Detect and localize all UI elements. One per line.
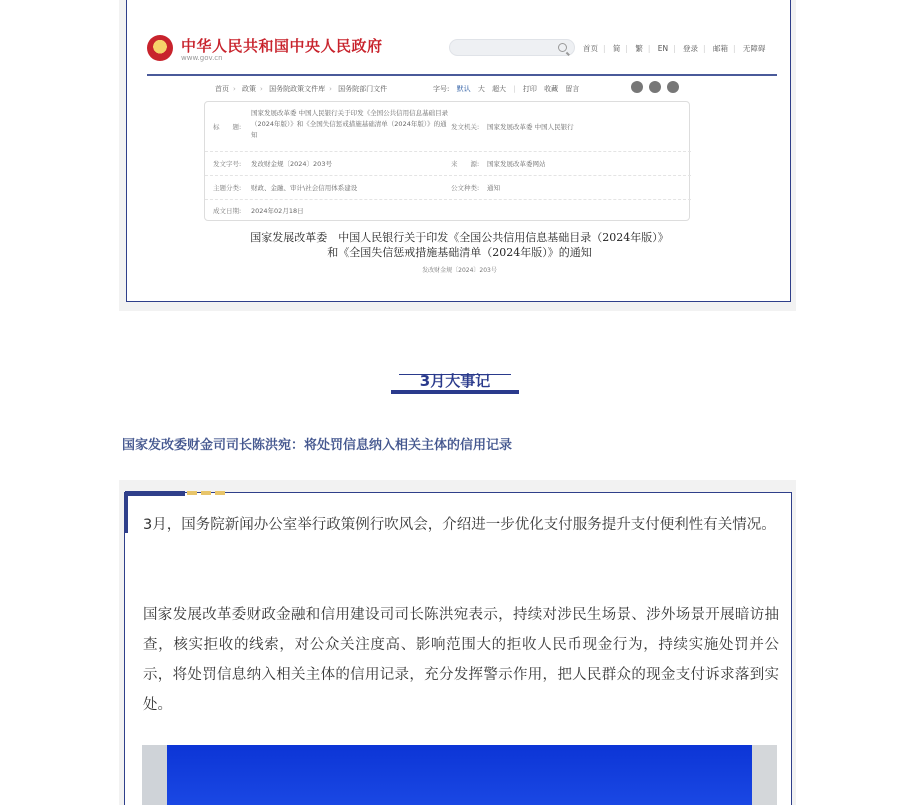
document-number: 发改财金规〔2024〕203号: [422, 267, 497, 274]
breadcrumb-policy-library[interactable]: 国务院政策文件库: [269, 85, 326, 93]
breadcrumb-policy[interactable]: 政策: [242, 85, 257, 93]
info-row-category: [205, 176, 691, 200]
info-row-title: [205, 102, 691, 152]
link-home[interactable]: 首页: [583, 44, 598, 53]
type-label: 公文种类:: [451, 184, 480, 192]
date-label: 成文日期:: [213, 207, 242, 215]
accent-dash: [201, 491, 211, 495]
gov-document-frame: [126, 0, 791, 302]
gov-document-card: [119, 0, 796, 311]
doc-no-value: 发改财金规〔2024〕203号: [251, 160, 332, 168]
weibo-icon[interactable]: [631, 81, 643, 93]
comment-button[interactable]: 留言: [565, 85, 580, 93]
accent-dash: [215, 491, 225, 495]
title-value: 国家发展改革委 中国人民银行关于印发《全国公共信用信息基础目录（2024年版）》和《全国失信惩戒措施基础清单（2024年版）》的通知: [251, 109, 449, 139]
section-heading: [391, 370, 519, 396]
gov-site-header: [147, 35, 777, 75]
font-size-default[interactable]: 默认: [456, 85, 471, 93]
document-title-line1: 国家发展改革委 中国人民银行关于印发《全国公共信用信息基础目录（2024年版）》: [250, 231, 669, 244]
search-input[interactable]: [449, 39, 575, 56]
info-row-date: [205, 200, 691, 222]
section-heading-text: 3月大事记: [419, 372, 491, 390]
breadcrumb: 首页 › 政策 › 国务院政策文件库 › 国务院部门文件: [215, 85, 388, 93]
header-divider: [147, 74, 777, 76]
photo-backdrop: [167, 745, 752, 805]
breadcrumb-toolbar: [147, 80, 777, 98]
category-value: 财政、金融、审计\社会信用体系建设: [251, 184, 358, 192]
star-icon[interactable]: [667, 81, 679, 93]
issuer-value: 国家发展改革委 中国人民银行: [487, 123, 574, 131]
issuer-label: 发文机关:: [451, 123, 480, 131]
heading-underline: [391, 390, 519, 394]
bookmark-button[interactable]: 收藏: [544, 85, 559, 93]
wechat-icon[interactable]: [649, 81, 661, 93]
press-conference-photo: [142, 745, 777, 805]
print-button[interactable]: 打印: [522, 85, 537, 93]
article-paragraph-2: 国家发展改革委财政金融和信用建设司司长陈洪宛表示，持续对涉民生场景、涉外场景开展暗访抽查，核实拒收的线索，对公众关注度高、影响范围大的拒收人民币现金行为，持续实施处罚并公示，将处罚信息纳入相关主体的信用记录，充分发挥警示作用，把人民群众的现金支付诉求落到实处。: [143, 607, 779, 713]
font-size-label: 字号:: [433, 85, 450, 93]
breadcrumb-home[interactable]: 首页: [215, 85, 229, 93]
category-label: 主题分类:: [213, 184, 242, 192]
info-row-docno: [205, 152, 691, 176]
breadcrumb-department-docs[interactable]: 国务院部门文件: [338, 85, 388, 93]
font-size-xlarge[interactable]: 超大: [492, 85, 507, 93]
search-icon[interactable]: [558, 43, 567, 52]
article-card: [119, 480, 796, 805]
article-paragraph-1: 3月，国务院新闻办公室举行政策例行吹风会，介绍进一步优化支付服务提升支付便利性有关情况。: [143, 517, 776, 533]
page-tools: 字号: 默认 大 超大 | 打印 收藏 留言: [433, 85, 580, 93]
date-value: 2024年02月18日: [251, 207, 304, 215]
document-title-line2: 和《全国失信惩戒措施基础清单（2024年版）》的通知: [327, 246, 592, 259]
accent-corner: [125, 493, 128, 533]
gov-site-title[interactable]: 中华人民共和国中央人民政府: [181, 37, 383, 55]
article-frame: [124, 492, 792, 805]
document-title: [127, 230, 792, 260]
link-simplified[interactable]: 简: [612, 44, 621, 53]
title-label: 标 题:: [213, 123, 242, 131]
type-value: 通知: [487, 184, 500, 192]
accent-bar: [125, 491, 185, 496]
source-label: 来 源:: [451, 160, 480, 168]
share-icons: [631, 81, 683, 93]
link-accessibility[interactable]: 无障碍: [742, 44, 766, 53]
gov-site-url: www.gov.cn: [181, 54, 223, 62]
font-size-large[interactable]: 大: [477, 85, 485, 93]
top-links: 首页 | 简 | 繁 | EN | 登录 | 邮箱 | 无障碍: [583, 44, 766, 53]
source-value: 国家发展改革委网站: [487, 160, 546, 168]
accent-dash: [187, 491, 197, 495]
article-subtitle: 国家发改委财金司司长陈洪宛：将处罚信息纳入相关主体的信用记录: [122, 438, 513, 453]
document-info-box: [204, 101, 690, 221]
link-traditional[interactable]: 繁: [635, 44, 643, 53]
link-login[interactable]: 登录: [683, 44, 699, 53]
national-emblem-icon: [147, 35, 173, 61]
link-mailbox[interactable]: 邮箱: [712, 44, 728, 53]
doc-no-label: 发文字号:: [213, 160, 242, 168]
link-english[interactable]: EN: [657, 44, 669, 53]
